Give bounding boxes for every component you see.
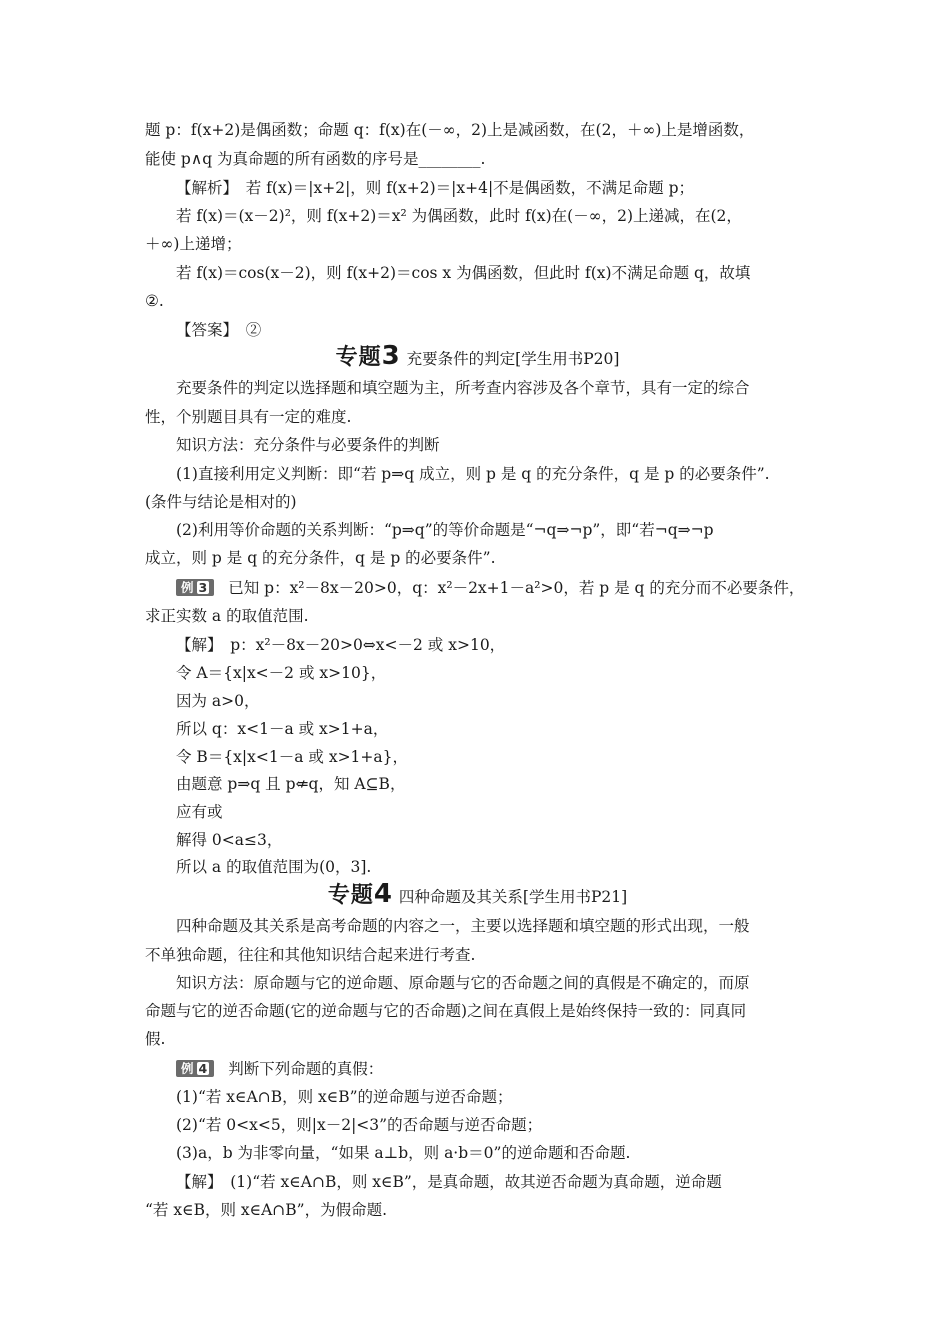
text-line: 命题与它的逆否命题(它的逆命题与它的否命题)之间在真假上是始终保持一致的：同真同 [145, 1002, 747, 1020]
heading-label: 专题 [335, 345, 382, 370]
text-line: (1)直接利用定义判断：即“若 p⇒q 成立，则 p 是 q 的充分条件，q 是 p 的必要条件”. [176, 465, 770, 483]
example-text: 判断下列命题的真假： [228, 1060, 384, 1078]
text-line: 求正实数 a 的取值范围. [145, 607, 309, 625]
text-line: (1)“若 x∈A∩B，则 x∈B”的逆命题与逆否命题； [176, 1088, 513, 1106]
text-line: 能使 p∧q 为真命题的所有函数的序号是________. [145, 150, 486, 168]
text-line: 令 A＝{x|x<－2 或 x>10}， [176, 664, 387, 682]
text-line: 因为 a>0， [176, 692, 260, 710]
text-line: 【解析】 若 f(x)＝|x+2|，则 f(x+2)＝|x+4|不是偶函数，不满足命题 p； [176, 179, 695, 197]
text-line: 充要条件的判定以选择题和填空题为主，所考查内容涉及各个章节，具有一定的综合 [176, 379, 750, 397]
answer-line: 【答案】 ② [176, 321, 262, 339]
example-tag: 例 4 [176, 1060, 214, 1077]
text-line: 由题意 p⇒q 且 p⇍q，知 A⊆B， [176, 775, 406, 793]
text-line: 不单独命题，往往和其他知识结合起来进行考查. [145, 946, 476, 964]
text-line: 令 B＝{x|x<1－a 或 x>1+a}， [176, 748, 409, 766]
text-line: (3)a，b 为非零向量，“如果 a⊥b，则 a·b＝0”的逆命题和否命题. [176, 1144, 631, 1162]
text-line: (条件与结论是相对的) [145, 493, 297, 511]
text-line: 应有或 [176, 803, 223, 821]
text-line: 假. [145, 1030, 166, 1048]
example-text: 已知 p：x²－8x－20>0，q：x²－2x+1－a²>0，若 p 是 q 的充分而不必要条件， [228, 579, 805, 597]
section-heading-3 [145, 341, 810, 371]
heading-subtitle: 四种命题及其关系[学生用书P21] [398, 888, 628, 906]
text-line: 解得 0<a≤3， [176, 831, 283, 849]
text-line: 【解】 (1)“若 x∈A∩B，则 x∈B”，是真命题，故其逆否命题为真命题，逆命题 [176, 1173, 722, 1191]
heading-label: 专题 [327, 883, 374, 908]
text-line: 性，个别题目具有一定的难度. [145, 408, 352, 426]
text-line: 题 p：f(x+2)是偶函数；命题 q：f(x)在(－∞，2)上是减函数，在(2，＋∞)上是增函数， [145, 121, 755, 139]
example-4-line [176, 1058, 383, 1080]
text-line: 成立，则 p 是 q 的充分条件，q 是 p 的必要条件”. [145, 549, 496, 567]
text-line: 【解】 p：x²－8x－20>0⇔x<－2 或 x>10， [176, 636, 506, 654]
section-heading-4 [145, 879, 810, 909]
heading-subtitle: 充要条件的判定[学生用书P20] [406, 350, 620, 368]
text-line: 知识方法：原命题与它的逆命题、原命题与它的否命题之间的真假是不确定的，而原 [176, 974, 750, 992]
text-line: 知识方法：充分条件与必要条件的判断 [176, 436, 440, 454]
example-3-line [176, 577, 804, 599]
heading-number: 4 [373, 879, 393, 909]
text-line: (2)“若 0<x<5，则|x－2|<3”的否命题与逆否命题； [176, 1116, 543, 1134]
text-line: “若 x∈B，则 x∈A∩B”，为假命题. [145, 1201, 388, 1219]
example-tag: 例 3 [176, 579, 214, 596]
text-line: 若 f(x)＝(x－2)²，则 f(x+2)＝x² 为偶函数，此时 f(x)在(－∞，2)上递减，在(2， [176, 207, 742, 225]
text-line: ②. [145, 292, 164, 310]
heading-number: 3 [381, 341, 401, 371]
text-line: 所以 q：x<1－a 或 x>1+a， [176, 720, 389, 738]
text-line: 所以 a 的取值范围为(0，3]. [176, 858, 372, 876]
text-line: (2)利用等价命题的关系判断：“p⇒q”的等价命题是“¬q⇒¬p”，即“若¬q⇒¬p [176, 521, 714, 539]
text-line: 若 f(x)＝cos(x－2)，则 f(x+2)＝cos x 为偶函数，但此时 f(x)不满足命题 q，故填 [176, 264, 751, 282]
text-line: 四种命题及其关系是高考命题的内容之一，主要以选择题和填空题的形式出现，一般 [176, 917, 750, 935]
text-line: ＋∞)上递增； [145, 235, 242, 253]
